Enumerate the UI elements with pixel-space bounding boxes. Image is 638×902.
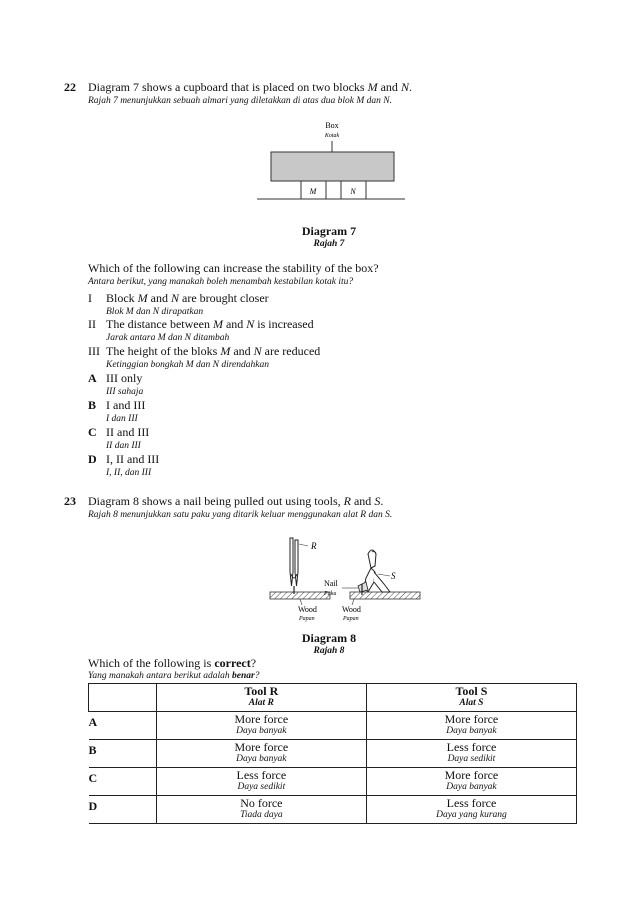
option-ms: I dan III: [106, 414, 138, 424]
stem-end: .: [380, 494, 384, 508]
s-n: N: [253, 344, 262, 358]
wood-left-label-ms: Papan: [299, 616, 315, 622]
r-ms: Daya banyak: [236, 754, 287, 764]
s-en: More force: [444, 768, 499, 782]
row-letter: [89, 768, 157, 796]
s-en: Less force: [446, 740, 497, 754]
option-letter: D: [88, 452, 97, 466]
stem-text: Diagram 8 shows a nail being pulled out using tools,: [88, 494, 344, 508]
diagram-8-caption: [269, 631, 389, 656]
prompt-ms-text: Yang manakah antara berikut adalah: [88, 671, 232, 681]
question-23-prompt: [88, 656, 256, 670]
table-header-row: [89, 684, 577, 712]
wood-right-label: Wood: [342, 605, 361, 614]
diagram-7: [255, 115, 415, 210]
statement-ms: Jarak antara M dan N ditambah: [106, 333, 230, 343]
caption-en: Diagram 8: [301, 631, 357, 645]
wood-left-shape: [270, 592, 330, 599]
s-n: N: [171, 291, 180, 305]
statement-en: [106, 317, 314, 331]
question-22-number: 22: [64, 80, 76, 94]
prompt-text: Which of the following is: [88, 656, 215, 670]
question-23-prompt-ms: [88, 670, 259, 682]
header-blank: [89, 684, 157, 712]
wood-left-label: Wood: [298, 605, 317, 614]
option-ms: II dan III: [106, 441, 141, 451]
box-shape: [271, 152, 394, 181]
row-s-cell: [366, 768, 576, 796]
row-s-cell: [366, 712, 576, 740]
table-row[interactable]: [89, 712, 577, 740]
question-23-stem-ms: Rajah 8 menunjukkan satu paku yang ditarik keluar menggunakan alat R dan S.: [88, 510, 393, 520]
option-en: I, II and III: [106, 452, 160, 466]
s-text: Block: [106, 291, 138, 305]
option-letter: C: [88, 425, 97, 439]
r-ms: Tiada daya: [240, 810, 283, 820]
option-en: III only: [106, 371, 143, 385]
prompt-ms-end: ?: [254, 671, 260, 681]
stem-s: S: [374, 494, 381, 508]
s-ms: Daya banyak: [446, 726, 497, 736]
block-n-label: N: [350, 187, 356, 196]
wood-right-label-ms: Papan: [343, 616, 359, 622]
s-text: The distance between: [106, 317, 213, 331]
stem-text: Diagram 7 shows a cupboard that is placed on two blocks: [88, 80, 368, 94]
row-letter: [89, 712, 157, 740]
s-ms: Daya sedikit: [447, 754, 496, 764]
statement-en: [106, 344, 320, 358]
header-s-en: Tool S: [455, 684, 488, 698]
s-m: M: [212, 317, 223, 331]
prompt-ms-bold: benar: [232, 671, 255, 681]
s-en: Less force: [446, 796, 497, 810]
question-23-number: 23: [64, 494, 76, 508]
block-m-label: M: [309, 187, 317, 196]
option-en: II and III: [106, 425, 150, 439]
statement-roman: III: [88, 344, 100, 358]
s-n: N: [246, 317, 255, 331]
r-en: No force: [240, 796, 283, 810]
tool-s-shape: [358, 550, 390, 592]
row-r-cell: [156, 768, 366, 796]
s-m: M: [137, 291, 148, 305]
question-22-stem-ms: Rajah 7 menunjukkan sebuah almari yang diletakkan di atas dua blok M dan N.: [88, 96, 392, 106]
r-ms: Daya banyak: [236, 726, 287, 736]
tool-r-label: R: [311, 541, 317, 551]
stem-n: N: [400, 80, 409, 94]
s-ms: Daya yang kurang: [436, 810, 507, 820]
stem-and: and: [377, 80, 401, 94]
row-letter: [89, 796, 157, 824]
statement-en: [106, 291, 269, 305]
box-label-ms: Kotak: [324, 133, 340, 139]
tool-s-label: S: [391, 571, 396, 581]
stem-and: and: [350, 494, 375, 508]
table-row[interactable]: [89, 768, 577, 796]
s-end: are reduced: [261, 344, 321, 358]
s-end: are brought closer: [179, 291, 269, 305]
row-s-cell: [366, 740, 576, 768]
header-s-ms: Alat S: [459, 698, 484, 708]
stem-m: M: [367, 80, 378, 94]
statement-ms: Blok M dan N dirapatkan: [106, 307, 204, 317]
answer-table: [88, 683, 577, 824]
row-letter: [89, 740, 157, 768]
table-row[interactable]: [89, 796, 577, 824]
s-mid: and: [222, 317, 247, 331]
row-letter-text: B: [88, 743, 97, 757]
s-mid: and: [230, 344, 254, 358]
question-22-prompt-ms: Antara berikut, yang manakah boleh menambah kestabilan kotak itu?: [88, 277, 354, 287]
question-22-stem: [88, 80, 412, 94]
nail-label: Nail: [324, 579, 338, 588]
prompt-bold: correct: [214, 656, 251, 670]
s-m: M: [220, 344, 231, 358]
statement-roman: II: [88, 317, 96, 331]
s-mid: and: [147, 291, 171, 305]
s-ms: Daya banyak: [446, 782, 497, 792]
stem-end: .: [408, 80, 412, 94]
header-r-ms: Alat R: [248, 698, 274, 708]
row-letter-text: C: [88, 771, 98, 785]
option-letter: B: [88, 398, 97, 412]
header-tool-s: [366, 684, 576, 712]
box-label: Box: [325, 121, 339, 130]
header-tool-r: [156, 684, 366, 712]
caption-ms: Rajah 8: [313, 646, 345, 656]
s-end: is increased: [254, 317, 314, 331]
r-en: More force: [234, 712, 289, 726]
row-r-cell: [156, 740, 366, 768]
header-r-en: Tool R: [244, 684, 279, 698]
option-letter: A: [88, 371, 97, 385]
row-letter-text: D: [88, 799, 98, 813]
statement-roman: I: [88, 291, 92, 305]
s-text: The height of the bloks: [106, 344, 221, 358]
table-row[interactable]: [89, 740, 577, 768]
caption-ms: Rajah 7: [313, 239, 345, 249]
r-ms: Daya sedikit: [237, 782, 286, 792]
statement-ms: Ketinggian bongkah M dan N direndahkan: [106, 360, 269, 370]
row-r-cell: [156, 796, 366, 824]
row-s-cell: [366, 796, 576, 824]
r-en: Less force: [236, 768, 287, 782]
prompt-end: ?: [250, 656, 257, 670]
row-letter-text: A: [88, 715, 98, 729]
wood-right-shape: [350, 592, 420, 599]
option-en: I and III: [106, 398, 146, 412]
question-22-prompt: Which of the following can increase the stability of the box?: [88, 261, 379, 275]
stem-r: R: [343, 494, 351, 508]
tool-r-shape: [290, 538, 308, 594]
diagram-8: [262, 532, 427, 622]
r-en: More force: [234, 740, 289, 754]
row-r-cell: [156, 712, 366, 740]
diagram-7-caption: [269, 224, 389, 249]
s-en: More force: [444, 712, 499, 726]
nail-label-ms: Paku: [324, 591, 337, 597]
caption-en: Diagram 7: [301, 224, 357, 238]
option-ms: III sahaja: [106, 387, 144, 397]
question-23-stem: [88, 494, 383, 508]
option-ms: I, II, dan III: [106, 468, 152, 478]
